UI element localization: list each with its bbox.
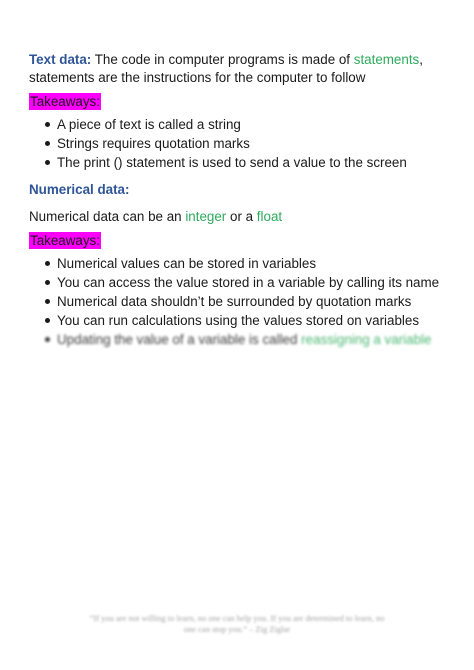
bullet-icon [45, 318, 50, 323]
text-data-intro-after: , [419, 52, 423, 67]
bullet-icon [45, 141, 50, 146]
text-data-intro-before: The code in computer programs is made of [91, 52, 354, 67]
numerical-data-bullet-list [29, 254, 449, 349]
text-data-intro-line2: statements are the instructions for the computer to follow [29, 70, 366, 85]
numerical-intro-or: or a [226, 209, 257, 224]
bullet-icon [45, 261, 50, 266]
bullet-icon [45, 299, 50, 304]
keyword-reassigning: reassigning a variable [301, 332, 432, 347]
footer-quote-line1: “If you are not willing to learn, no one can help you. If you are determined to learn, no [89, 613, 385, 623]
text-data-intro [29, 51, 449, 69]
takeaways-label-text: Takeaways: [30, 94, 100, 109]
numerical-intro-before: Numerical data can be an [29, 209, 186, 224]
bullet-icon [45, 337, 50, 342]
list-item-text: Numerical data shouldn’t be surrounded by quotation marks [57, 294, 412, 309]
list-item [29, 134, 449, 153]
list-item-text: Numerical values can be stored in variables [57, 256, 317, 271]
list-item [29, 292, 449, 311]
list-item [29, 153, 449, 172]
keyword-float: float [256, 209, 283, 224]
document-content [29, 51, 449, 349]
list-item [29, 311, 449, 330]
list-item [29, 254, 449, 273]
bullet-icon [45, 280, 50, 285]
footer-quote-line2: one can stop you.” – Zig Ziglar [183, 624, 291, 634]
list-item-text: Strings requires quotation marks [57, 136, 250, 151]
footer-quote [30, 613, 444, 635]
takeaways-label-numerical: Takeaways: [30, 233, 100, 248]
list-item-blurred [29, 330, 449, 349]
numerical-data-heading: Numerical data: [29, 182, 130, 197]
list-item-text: You can access the value stored in a variable by calling its name [57, 275, 440, 290]
list-item-text: You can run calculations using the values stored on variables [57, 313, 420, 328]
list-item [29, 273, 449, 292]
keyword-integer: integer [185, 209, 227, 224]
bullet-icon [45, 160, 50, 165]
list-item-text: The print () statement is used to send a value to the screen [57, 155, 407, 170]
numerical-data-intro [29, 208, 449, 226]
list-item-text: A piece of text is called a string [57, 117, 241, 132]
list-item-text: Updating the value of a variable is called [57, 332, 302, 347]
text-data-heading: Text data: [29, 52, 92, 67]
text-data-bullet-list [29, 115, 449, 172]
keyword-statements: statements [353, 52, 420, 67]
bullet-icon [45, 122, 50, 127]
list-item [29, 115, 449, 134]
